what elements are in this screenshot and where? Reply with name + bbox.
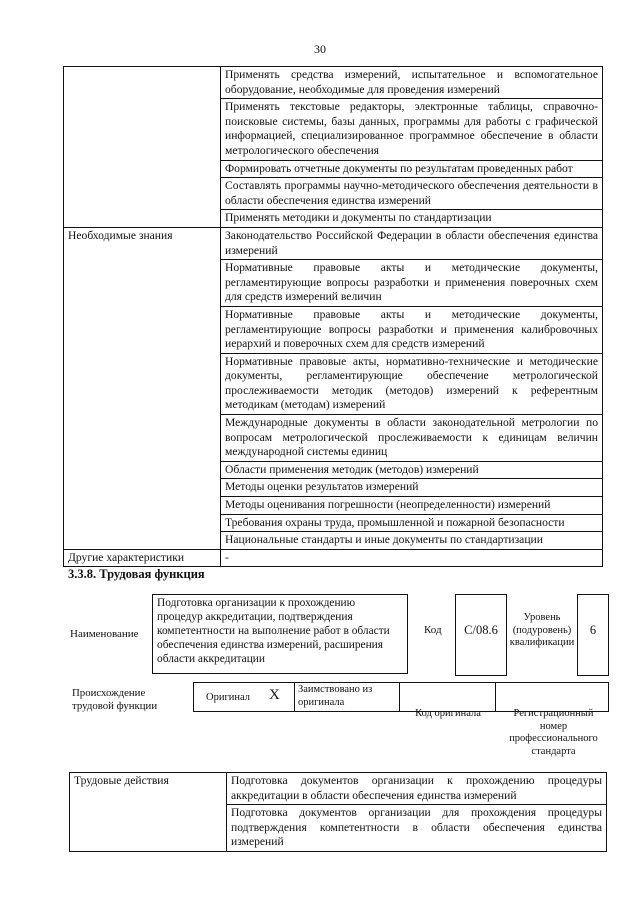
row-value-cell: Нормативные правовые акты и методические документы, регламентирующие вопросы разработки и применения поверочных схем для средств измерений величин: [221, 260, 603, 307]
skills-knowledge-table: [63, 66, 603, 567]
original-label: Оригинал: [206, 692, 250, 703]
section-title: 3.3.8. Трудовая функция: [68, 567, 205, 581]
row-value-cell: Методы оценивания погрешности (неопределенности) измерений: [221, 497, 603, 515]
level-value: 6: [589, 623, 597, 637]
borrowed-label: Заимствовано из оригинала: [298, 684, 373, 708]
original-mark: X: [269, 687, 280, 703]
origin-code-cell: [400, 683, 496, 711]
origin-original-cell: [194, 683, 295, 711]
function-name-box: [152, 594, 408, 674]
skills-row: [64, 67, 603, 99]
origin-reg-cell: [496, 683, 608, 711]
row-label-cell: Необходимые знания: [64, 227, 221, 549]
labour-actions-table: [69, 772, 607, 852]
labour-actions-body: [70, 773, 607, 852]
row-value-cell: Законодательство Российской Федерации в области обеспечения единства измерений: [221, 227, 603, 259]
row-value-cell: Составлять программы научно-методического обеспечения деятельности в области обеспечения единства измерений: [221, 178, 603, 210]
row-value-cell: Национальные стандарты и иные документы по стандартизации: [221, 532, 603, 550]
row-value-cell: Применять средства измерений, испытательное и вспомогательное оборудование, необходимые для проведения измерений: [221, 67, 603, 99]
other-characteristics-row: [64, 549, 603, 567]
row-value-cell: Подготовка документов организации для прохождения процедуры подтверждения компетентности в области обеспечения единства измерений: [227, 805, 607, 852]
row-value-cell: Нормативные правовые акты, нормативно-технические и методические документы, регламентирующие обеспечение метрологической прослеживаемости методик (методов) измерений к референтным методикам (методам) измерений: [221, 353, 603, 414]
row-value-cell: -: [221, 549, 603, 567]
row-value-cell: Требования охраны труда, промышленной и пожарной безопасности: [221, 514, 603, 532]
function-name: Подготовка организации к прохождению процедур аккредитации, подтверждения компетентности на выполнение работ в области обеспечения единства измерений, расширения области аккредитации: [157, 597, 390, 665]
row-label-cell: Трудовые действия: [70, 773, 227, 852]
row-value-cell: Методы оценки результатов измерений: [221, 479, 603, 497]
row-value-cell: Формировать отчетные документы по результатам проведенных работ: [221, 160, 603, 178]
row-label-cell: Другие характеристики: [64, 549, 221, 567]
function-code: C/08.6: [464, 623, 498, 637]
level-label: Уровень (подуровень) квалификации: [509, 612, 575, 648]
origin-label: Происхождение трудовой функции: [72, 687, 158, 712]
level-box: [577, 594, 609, 676]
row-value-cell: Подготовка документов организации к прохождению процедуры аккредитации в области обеспечения единства измерений: [227, 773, 607, 805]
labour-action-row: [70, 773, 607, 805]
row-value-cell: Области применения методик (методов) измерений: [221, 461, 603, 479]
skills-knowledge-body: [64, 67, 603, 567]
row-value-cell: Применять текстовые редакторы, электронные таблицы, справочно-поисковые системы, базы данных, программы для работы с графической информацией, специализированное программное обеспечение в области метрологического обеспечения: [221, 99, 603, 160]
code-original-label: Код оригинала: [415, 708, 481, 719]
knowledge-row: [64, 227, 603, 259]
name-label: Наименование: [70, 628, 139, 640]
row-value-cell: Международные документы в области законодательной метрологии по вопросам метрологической прослеживаемости к единицам величин международной системы единиц: [221, 415, 603, 462]
row-value-cell: Применять методики и документы по стандартизации: [221, 210, 603, 228]
page-number: 30: [314, 42, 326, 56]
row-value-cell: Нормативные правовые акты и методические документы, регламентирующие вопросы разработки и применения калибровочных иерархий и поверочных схем для средств измерений: [221, 306, 603, 353]
reg-number-label: Регистрационный номер профессионального стандарта: [509, 708, 598, 757]
code-label: Код: [424, 624, 442, 636]
origin-borrowed-cell: [295, 683, 400, 711]
function-code-box: [455, 594, 507, 676]
row-label-cell: [64, 67, 221, 228]
